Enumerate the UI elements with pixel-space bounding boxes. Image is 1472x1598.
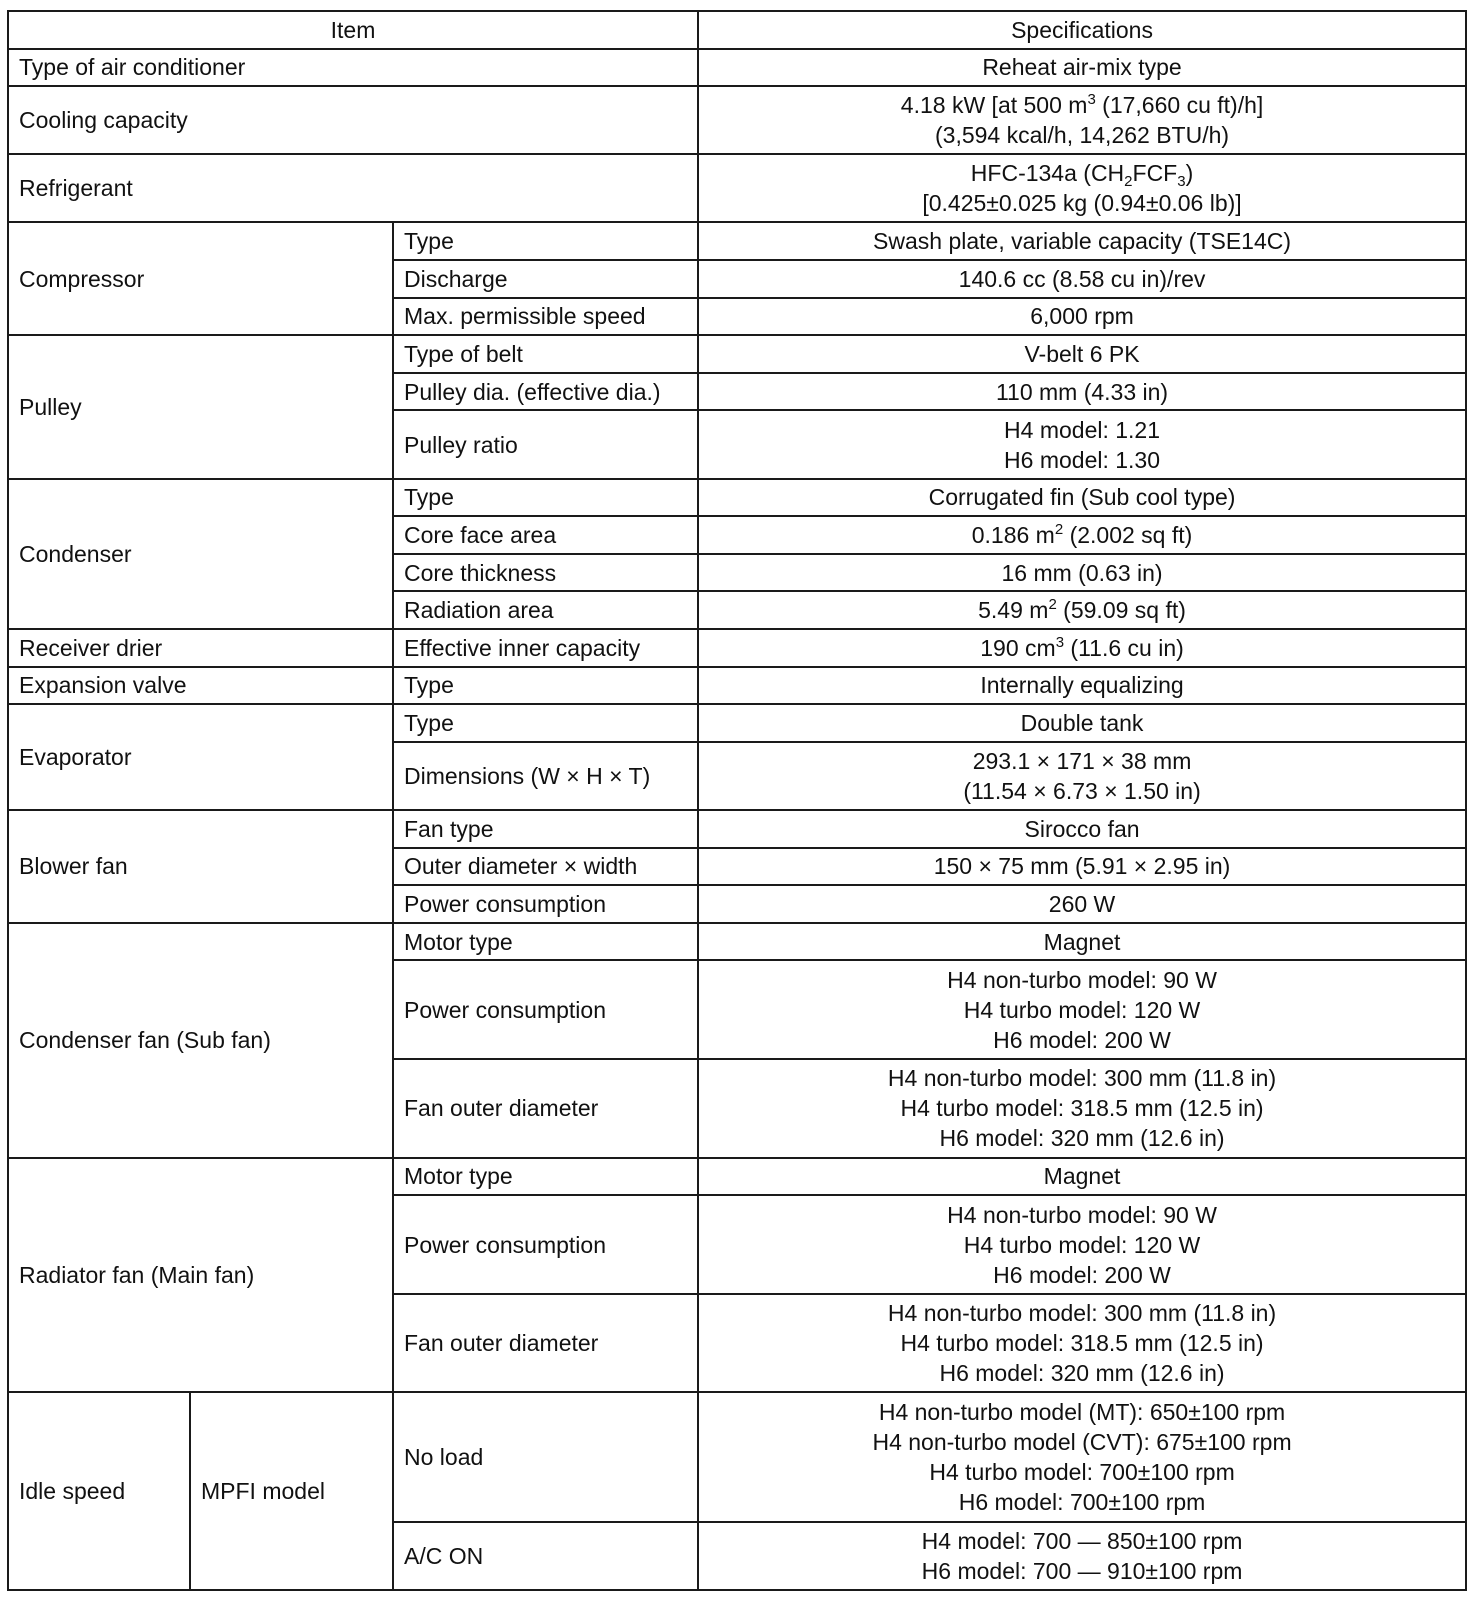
- spec-value: HFC-134a $(CH_2FCF_3)$ [0.425±0.025 kg (0.94±0.06 lb)]: [698, 154, 1466, 222]
- sub-label: No load: [393, 1392, 698, 1521]
- spec-value: H4 model: 700 — 850±100 rpm H6 model: 700 — 910±100 rpm: [698, 1522, 1466, 1590]
- sub-label: Radiation area: [393, 591, 698, 629]
- sub-label: Dimensions (W × H × T): [393, 742, 698, 810]
- spec-value: V-belt 6 PK: [698, 335, 1466, 373]
- sub-group-label: MPFI model: [190, 1392, 393, 1590]
- table-row: [8, 479, 1466, 517]
- sub-label: Type of belt: [393, 335, 698, 373]
- table-row: [8, 335, 1466, 373]
- row-label: Receiver drier: [8, 629, 393, 667]
- spec-value: Reheat air-mix type: [698, 49, 1466, 87]
- spec-value: H4 non-turbo model (MT): 650±100 rpm H4 non-turbo model (CVT): 675±100 rpm H4 turbo model: 700±100 rpm H6 model: 700±100 rpm: [698, 1392, 1466, 1521]
- table-row: [8, 154, 1466, 222]
- row-label: Radiator fan (Main fan): [8, 1158, 393, 1393]
- spec-value: H4 non-turbo model: 90 W H4 turbo model: 120 W H6 model: 200 W: [698, 1195, 1466, 1294]
- row-label: Condenser fan (Sub fan): [8, 923, 393, 1158]
- spec-value: Swash plate, variable capacity (TSE14C): [698, 222, 1466, 260]
- sub-label: Pulley dia. (effective dia.): [393, 373, 698, 411]
- sub-label: Outer diameter × width: [393, 848, 698, 886]
- table-row: [8, 629, 1466, 667]
- table-row: [8, 1392, 1466, 1521]
- table-row: [8, 704, 1466, 742]
- spec-value: 5.49 $m^2$ (59.09 sq ft): [698, 591, 1466, 629]
- table-row: [8, 923, 1466, 961]
- header-item: Item: [8, 11, 698, 49]
- sub-label: Motor type: [393, 1158, 698, 1196]
- spec-value: H4 model: 1.21 H6 model: 1.30: [698, 410, 1466, 478]
- sub-label: Fan outer diameter: [393, 1059, 698, 1158]
- sub-label: Effective inner capacity: [393, 629, 698, 667]
- spec-value: 293.1 × 171 × 38 mm (11.54 × 6.73 × 1.50 in): [698, 742, 1466, 810]
- sub-label: Max. permissible speed: [393, 298, 698, 336]
- row-label: Pulley: [8, 335, 393, 478]
- spec-value: H4 non-turbo model: 300 mm (11.8 in) H4 turbo model: 318.5 mm (12.5 in) H6 model: 320 mm (12.6 in): [698, 1294, 1466, 1393]
- spec-value: 260 W: [698, 885, 1466, 923]
- table-row: [8, 810, 1466, 848]
- sub-label: Motor type: [393, 923, 698, 961]
- spec-value: Sirocco fan: [698, 810, 1466, 848]
- row-label: Expansion valve: [8, 667, 393, 705]
- spec-table: [7, 10, 1467, 1591]
- spec-value: 6,000 rpm: [698, 298, 1466, 336]
- spec-value: H4 non-turbo model: 300 mm (11.8 in) H4 turbo model: 318.5 mm (12.5 in) H6 model: 320 mm (12.6 in): [698, 1059, 1466, 1158]
- spec-value: 190 $cm^3$ (11.6 cu in): [698, 629, 1466, 667]
- spec-value: 150 × 75 mm (5.91 × 2.95 in): [698, 848, 1466, 886]
- row-label: Evaporator: [8, 704, 393, 810]
- table-row: [8, 222, 1466, 260]
- header-specifications: Specifications: [698, 11, 1466, 49]
- sub-label: Core thickness: [393, 554, 698, 592]
- spec-value: H4 non-turbo model: 90 W H4 turbo model: 120 W H6 model: 200 W: [698, 960, 1466, 1059]
- spec-value: Double tank: [698, 704, 1466, 742]
- row-label: Compressor: [8, 222, 393, 335]
- row-label: Condenser: [8, 479, 393, 629]
- spec-value: 4.18 kW [at 500 $m^3$ (17,660 cu ft)/h] (3,594 kcal/h, 14,262 BTU/h): [698, 86, 1466, 154]
- spec-value: Corrugated fin (Sub cool type): [698, 479, 1466, 517]
- row-label: Blower fan: [8, 810, 393, 923]
- row-label: Idle speed: [8, 1392, 190, 1590]
- row-label: Type of air conditioner: [8, 49, 698, 87]
- spec-value: 0.186 $m^2$ (2.002 sq ft): [698, 516, 1466, 554]
- header-row: [8, 11, 1466, 49]
- table-row: [8, 1158, 1466, 1196]
- sub-label: Pulley ratio: [393, 410, 698, 478]
- table-row: [8, 49, 1466, 87]
- sub-label: Fan outer diameter: [393, 1294, 698, 1393]
- sub-label: Type: [393, 479, 698, 517]
- spec-value: 110 mm (4.33 in): [698, 373, 1466, 411]
- sub-label: Discharge: [393, 260, 698, 298]
- sub-label: A/C ON: [393, 1522, 698, 1590]
- table-row: [8, 667, 1466, 705]
- spec-value: Magnet: [698, 1158, 1466, 1196]
- sub-label: Type: [393, 704, 698, 742]
- sub-label: Power consumption: [393, 960, 698, 1059]
- spec-value: 140.6 cc (8.58 cu in)/rev: [698, 260, 1466, 298]
- sub-label: Type: [393, 667, 698, 705]
- sub-label: Power consumption: [393, 885, 698, 923]
- sub-label: Core face area: [393, 516, 698, 554]
- spec-value: 16 mm (0.63 in): [698, 554, 1466, 592]
- table-row: [8, 86, 1466, 154]
- row-label: Refrigerant: [8, 154, 698, 222]
- row-label: Cooling capacity: [8, 86, 698, 154]
- sub-label: Power consumption: [393, 1195, 698, 1294]
- spec-value: Internally equalizing: [698, 667, 1466, 705]
- sub-label: Type: [393, 222, 698, 260]
- spec-value: Magnet: [698, 923, 1466, 961]
- sub-label: Fan type: [393, 810, 698, 848]
